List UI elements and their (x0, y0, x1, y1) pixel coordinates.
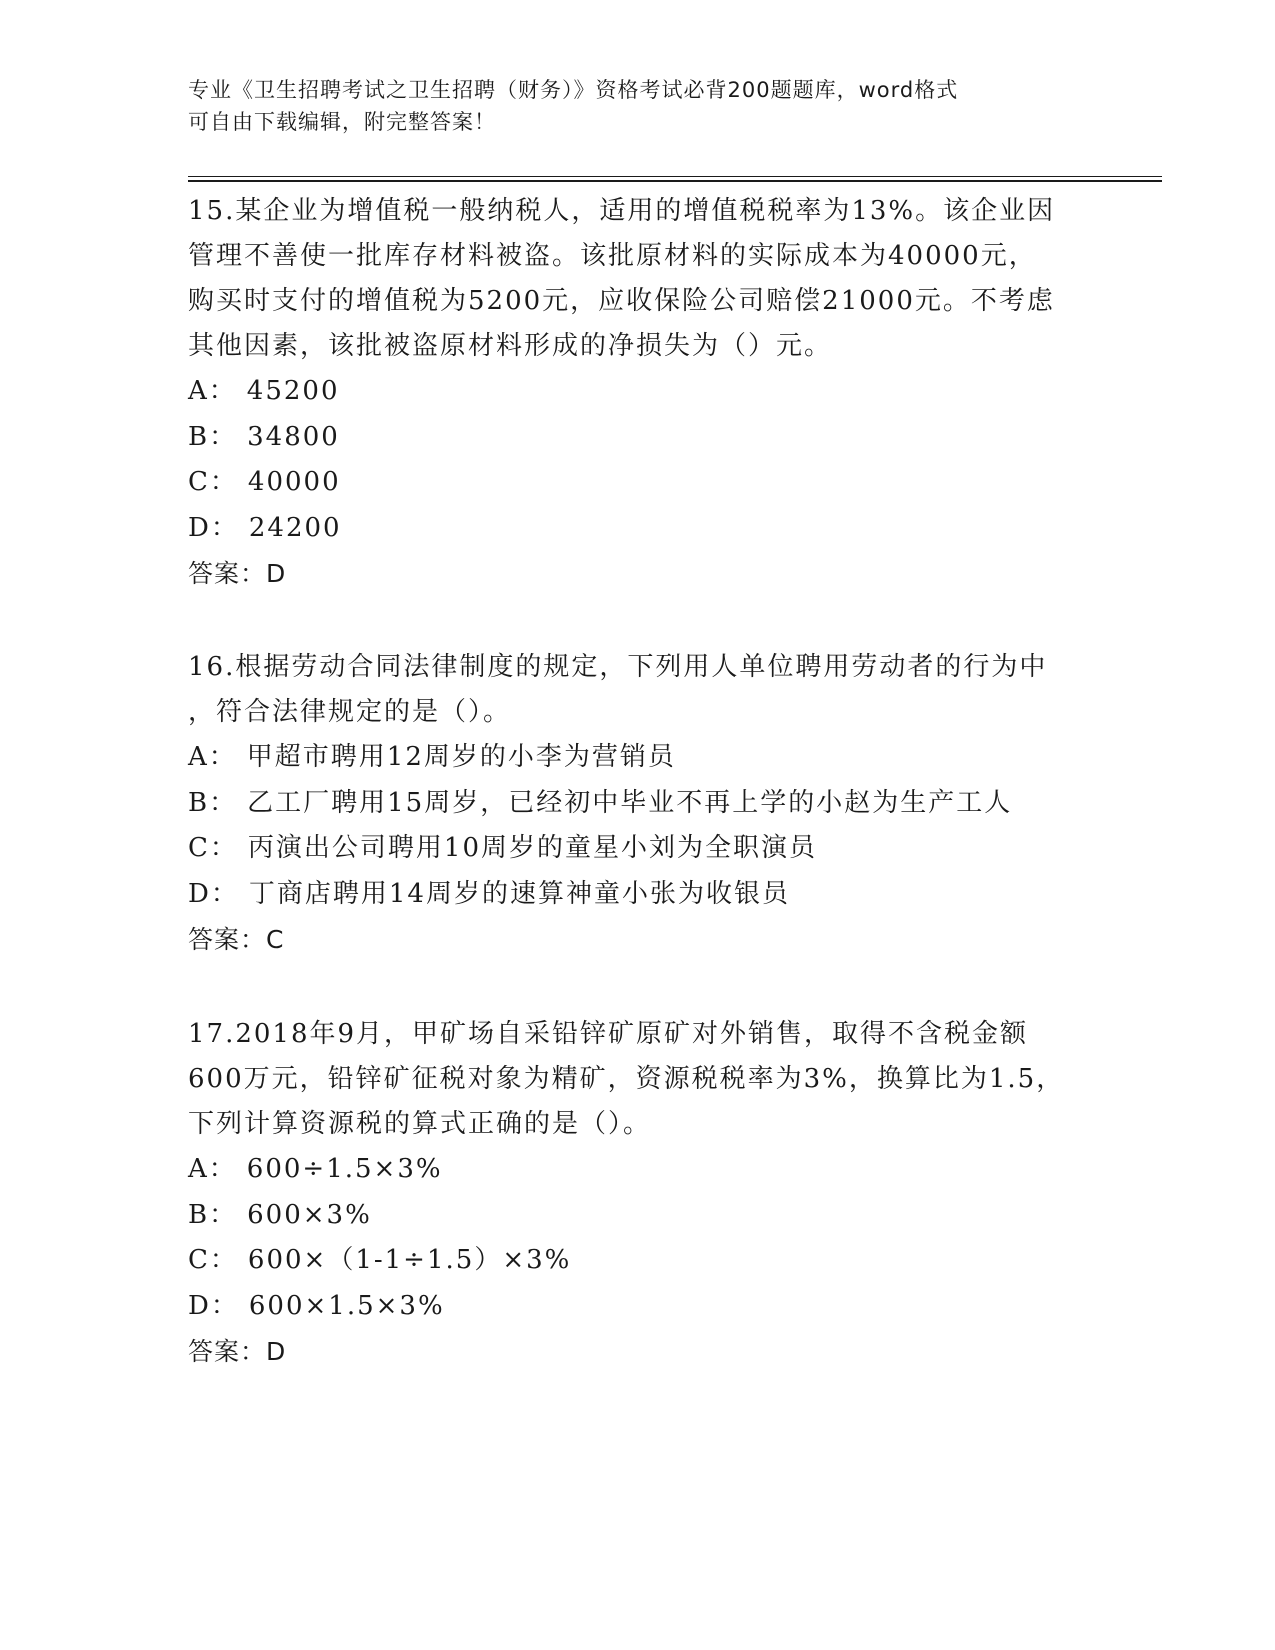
option-letter: B： (188, 421, 238, 452)
question-16 (188, 645, 1088, 963)
option-d (188, 872, 1088, 918)
option-c (188, 1238, 1088, 1284)
option-text: 600×1.5×3% (248, 1290, 445, 1321)
header-line-1: 专业《卫生招聘考试之卫生招聘（财务）》资格考试必背200题题库，word格式 (188, 78, 959, 102)
option-text: 丁商店聘用14周岁的速算神童小张为收银员 (248, 878, 790, 909)
option-text: 600÷1.5×3% (246, 1154, 443, 1184)
option-letter: B： (188, 1199, 238, 1230)
option-letter: D： (188, 878, 239, 909)
option-text: 600×3% (247, 1199, 372, 1230)
option-text: 34800 (247, 421, 340, 452)
option-text: 45200 (246, 376, 340, 406)
option-text: 24200 (248, 512, 342, 543)
option-text: 600×（1-1÷1.5）×3% (247, 1245, 572, 1275)
option-d (188, 506, 1088, 552)
answer-line: 答案：C (188, 925, 285, 954)
question-stem-line: 600万元，铅锌矿征税对象为精矿，资源税税率为3%，换算比为1.5， (188, 1064, 1065, 1094)
answer-line: 答案：D (188, 559, 287, 588)
option-b (188, 781, 1088, 827)
option-b (188, 1193, 1088, 1239)
header-divider-thin (188, 176, 1162, 177)
question-stem-line: 购买时支付的增值税为5200元，应收保险公司赔偿21000元。不考虑 (188, 286, 1055, 316)
option-text: 丙演出公司聘用10周岁的童星小刘为全职演员 (247, 833, 817, 863)
question-stem-line: 17.2018年9月，甲矿场自采铅锌矿原矿对外销售，取得不含税金额 (188, 1019, 1029, 1049)
option-a (188, 369, 1088, 415)
option-letter: D： (188, 512, 239, 543)
option-text: 甲超市聘用12周岁的小李为营销员 (246, 742, 676, 772)
answer-line: 答案：D (188, 1337, 287, 1366)
document-header (188, 74, 1068, 138)
option-letter: C： (188, 1245, 238, 1275)
header-divider-thick (188, 180, 1162, 182)
option-letter: B： (188, 787, 238, 818)
question-17 (188, 1012, 1088, 1375)
question-stem-line: 其他因素，该批被盗原材料形成的净损失为（）元。 (188, 331, 833, 361)
question-stem-line: ，符合法律规定的是（）。 (188, 697, 512, 727)
question-stem-line: 16.根据劳动合同法律制度的规定，下列用人单位聘用劳动者的行为中 (188, 652, 1048, 682)
option-text: 40000 (247, 467, 341, 497)
option-a (188, 1147, 1088, 1193)
option-letter: C： (188, 833, 238, 863)
question-15 (188, 189, 1088, 597)
option-a (188, 735, 1088, 781)
option-letter: A： (188, 1154, 237, 1184)
option-b (188, 415, 1088, 461)
option-text: 乙工厂聘用15周岁，已经初中毕业不再上学的小赵为生产工人 (247, 787, 1013, 818)
question-stem-line: 15.某企业为增值税一般纳税人，适用的增值税税率为13%。该企业因 (188, 196, 1056, 226)
option-c (188, 460, 1088, 506)
option-letter: A： (188, 376, 237, 406)
question-stem-line: 管理不善使一批库存材料被盗。该批原材料的实际成本为40000元， (188, 241, 1037, 271)
option-letter: D： (188, 1290, 239, 1321)
option-d (188, 1284, 1088, 1330)
header-line-2: 可自由下载编辑，附完整答案！ (188, 110, 496, 134)
option-letter: C： (188, 467, 238, 497)
question-stem-line: 下列计算资源税的算式正确的是（）。 (188, 1109, 652, 1139)
option-c (188, 826, 1088, 872)
option-letter: A： (188, 742, 237, 772)
